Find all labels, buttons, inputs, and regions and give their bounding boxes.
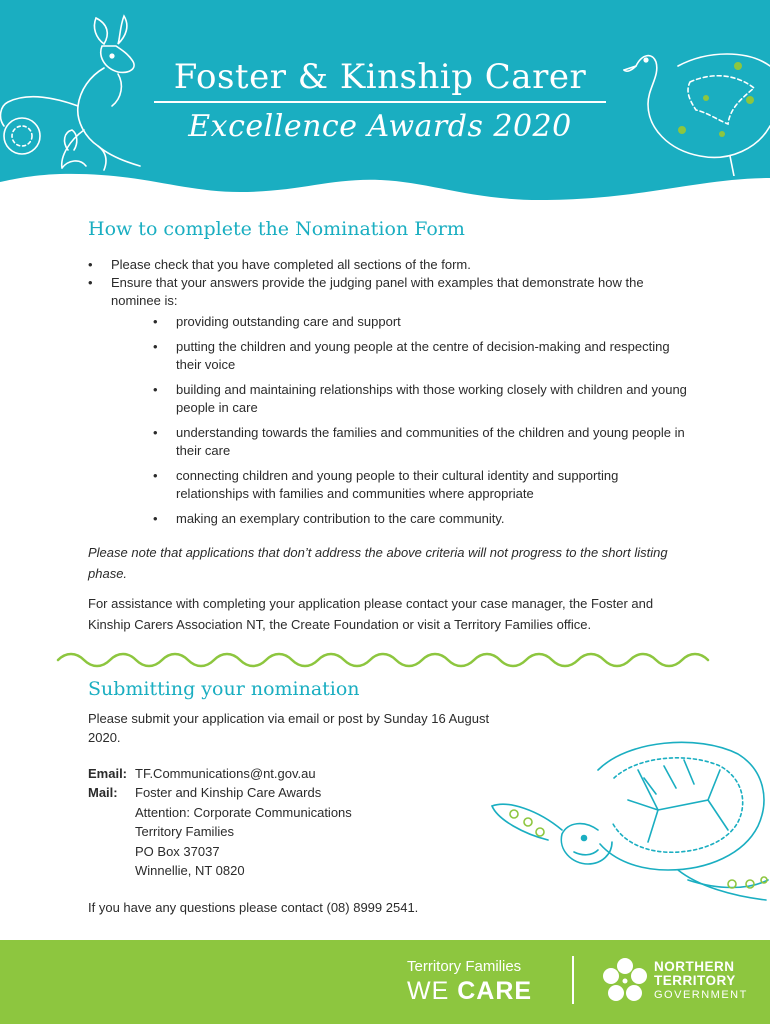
nt-line-1: NORTHERN (654, 959, 735, 974)
header-banner (0, 0, 770, 210)
criteria-item: • making an exemplary contribution to the care community. (134, 510, 688, 528)
tf-slogan-care: CARE (457, 977, 533, 1005)
title-line-1: Foster & Kinship Carer (173, 57, 587, 97)
mail-line: Attention: Corporate Communications (135, 804, 352, 820)
email-row (88, 764, 508, 784)
tf-slogan-we: WE (407, 977, 450, 1005)
section-heading-submitting: Submitting your nomination (88, 678, 360, 700)
email-address[interactable]: TF.Communications@nt.gov.au (135, 765, 316, 781)
section-heading-how-to: How to complete the Nomination Form (88, 218, 465, 240)
wavy-divider (56, 652, 716, 668)
territory-families-logo (407, 958, 532, 1006)
criteria-item: • building and maintaining relationships with those working closely with children and young people in care (134, 381, 688, 417)
title-rule (154, 101, 606, 103)
mail-line: Foster and Kinship Care Awards (135, 785, 322, 800)
criteria-item: • connecting children and young people to their cultural identity and supporting relationships with families and communities where appropriate (134, 467, 688, 503)
tf-name: Territory Families (407, 958, 522, 975)
criteria-note: Please note that applications that don’t address the above criteria will not progress to the short listing phase. (88, 545, 668, 581)
questions-contact: If you have any questions please contact (08) 8999 2541. (88, 899, 419, 915)
instruction-list (88, 256, 688, 528)
nt-line-2: TERRITORY (654, 973, 736, 988)
criteria-list (111, 313, 688, 528)
turtle-illustration (488, 730, 770, 910)
submission-section (88, 680, 508, 917)
tf-slogan (407, 976, 532, 1006)
submission-intro: Please submit your application via email or post by Sunday 16 August 2020. (88, 710, 490, 745)
criteria-item: • providing outstanding care and support (134, 313, 688, 331)
kangaroo-illustration (0, 10, 150, 180)
criteria-item: • putting the children and young people at the centre of decision-making and respecting their voice (134, 338, 688, 374)
instruction-text: Please check that you have completed all sections of the form. (111, 257, 471, 272)
contact-details (88, 764, 508, 881)
instruction-item (88, 274, 688, 528)
nt-flower-logo-icon (600, 956, 650, 1006)
mail-line: PO Box 37037 (135, 843, 220, 859)
assistance-text: For assistance with completing your application please contact your case manager, the Foster and Kinship Carers Association NT, the Create Foundation or visit a Territory Families office. (88, 596, 654, 632)
footer-bar (0, 940, 770, 1024)
awards-title (150, 55, 610, 149)
logo-separator (572, 956, 574, 1004)
mail-line: Territory Families (135, 824, 234, 839)
nt-government-logo (654, 960, 748, 1002)
criteria-item: • understanding towards the families and communities of the children and young people in their care (134, 424, 688, 460)
emu-illustration (618, 36, 770, 176)
title-line-2: Excellence Awards 2020 (188, 108, 572, 144)
mail-label: Mail: (88, 785, 118, 800)
mail-line: Winnellie, NT 0820 (135, 863, 245, 878)
instruction-item (88, 256, 688, 274)
instruction-text: Ensure that your answers provide the judging panel with examples that demonstrate how the nominee is: (111, 275, 644, 308)
email-label: Email: (88, 765, 128, 781)
nt-line-3: GOVERNMENT (654, 989, 748, 1001)
nomination-instructions (88, 218, 688, 635)
mail-row (88, 783, 508, 803)
